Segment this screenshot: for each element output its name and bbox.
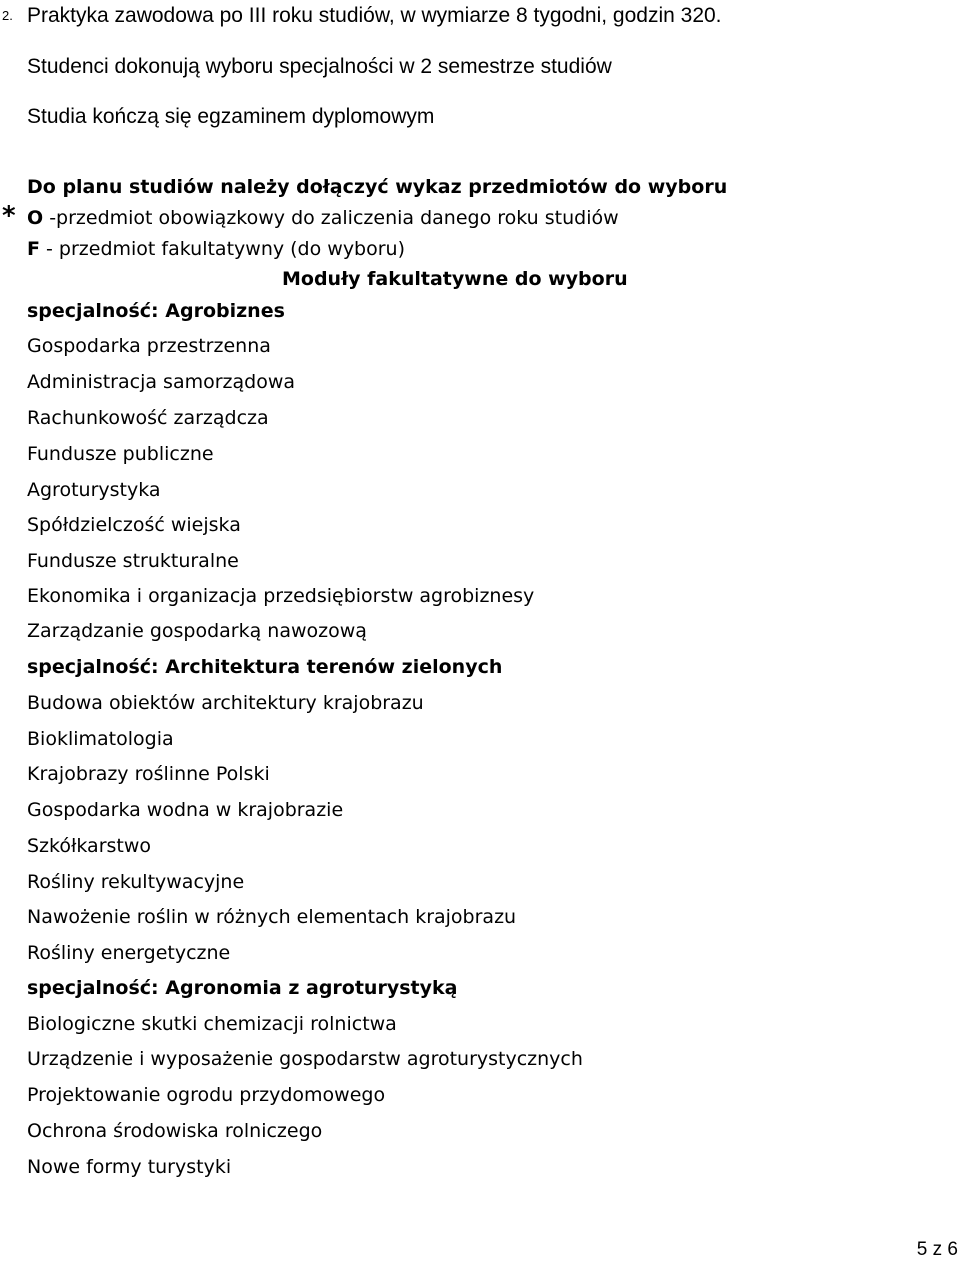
specialty-choice-line: Studenci dokonują wyboru specjalności w 2 semestrze studiów — [27, 55, 612, 78]
module-item: Fundusze publiczne — [27, 443, 214, 465]
module-item: Gospodarka wodna w krajobrazie — [27, 799, 344, 821]
module-item: Urządzenie i wyposażenie gospodarstw agroturystycznych — [27, 1048, 583, 1070]
legend-o — [27, 209, 619, 228]
module-item: Budowa obiektów architektury krajobrazu — [27, 692, 424, 714]
legend-f — [27, 240, 405, 259]
module-item: Rachunkowość zarządcza — [27, 407, 269, 429]
module-item: Zarządzanie gospodarką nawozową — [27, 620, 367, 642]
module-item: Fundusze strukturalne — [27, 550, 239, 572]
module-item: Bioklimatologia — [27, 728, 174, 750]
legend-o-text: -przedmiot obowiązkowy do zaliczenia danego roku studiów — [43, 207, 619, 229]
specialty-heading: specjalność: Agronomia z agroturystyką — [27, 977, 458, 999]
module-item: Krajobrazy roślinne Polski — [27, 763, 270, 785]
module-item: Ekonomika i organizacja przedsiębiorstw agrobiznesy — [27, 585, 535, 607]
legend-f-text: - przedmiot fakultatywny (do wyboru) — [39, 238, 406, 260]
practice-line: Praktyka zawodowa po III roku studiów, w wymiarze 8 tygodni, godzin 320. — [27, 4, 722, 27]
module-item: Spółdzielczość wiejska — [27, 514, 241, 536]
module-item: Ochrona środowiska rolniczego — [27, 1120, 323, 1142]
module-item: Gospodarka przestrzenna — [27, 335, 271, 357]
module-item: Szkółkarstwo — [27, 835, 152, 857]
attach-line: Do planu studiów należy dołączyć wykaz przedmiotów do wyboru — [27, 176, 728, 198]
page-number: 5 z 6 — [916, 1239, 958, 1260]
module-item: Rośliny energetyczne — [27, 942, 231, 964]
module-item: Nawożenie roślin w różnych elementach krajobrazu — [27, 906, 517, 928]
specialty-heading: specjalność: Architektura terenów zielonych — [27, 656, 503, 678]
item-number: 2. — [2, 8, 13, 23]
module-item: Administracja samorządowa — [27, 371, 296, 393]
specialty-heading: specjalność: Agrobiznes — [27, 300, 285, 322]
legend-f-letter: F — [27, 238, 40, 260]
module-item: Projektowanie ogrodu przydomowego — [27, 1084, 386, 1106]
module-item: Nowe formy turystyki — [27, 1156, 232, 1178]
legend-o-letter: O — [27, 207, 44, 229]
module-item: Rośliny rekultywacyjne — [27, 871, 245, 893]
exam-line: Studia kończą się egzaminem dyplomowym — [27, 105, 435, 128]
asterisk-marker: * — [2, 201, 16, 231]
modules-heading: Moduły fakultatywne do wyboru — [282, 268, 628, 290]
module-item: Biologiczne skutki chemizacji rolnictwa — [27, 1013, 397, 1035]
module-item: Agroturystyka — [27, 479, 161, 501]
